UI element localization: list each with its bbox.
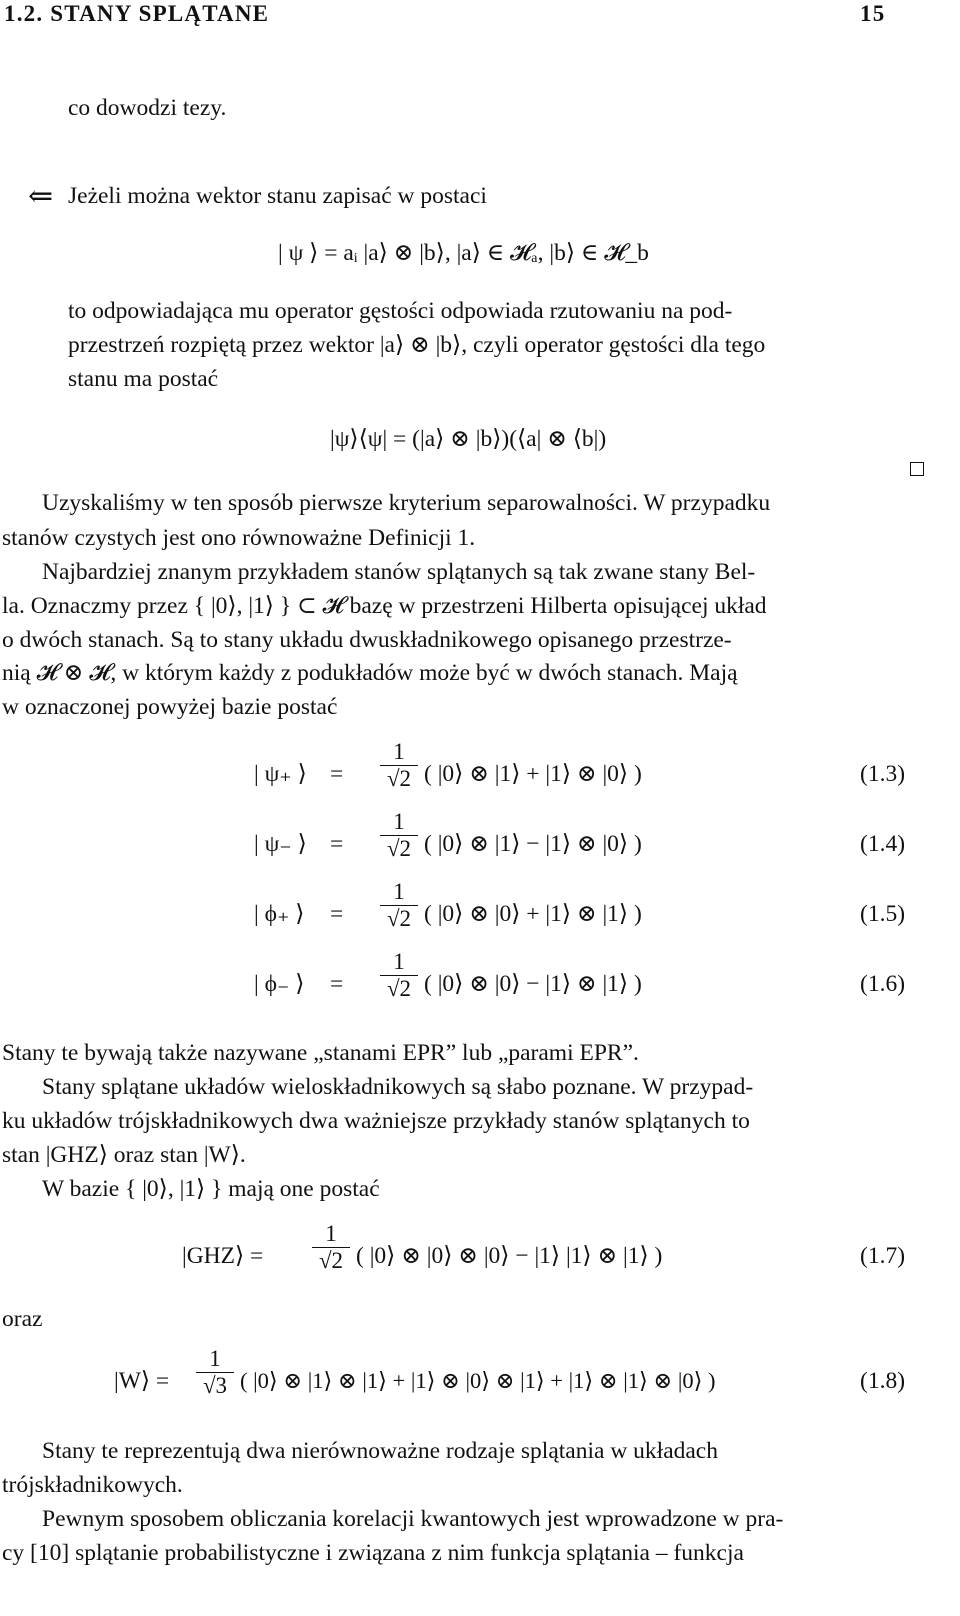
line-16: stan |GHZ⟩ oraz stan |W⟩. — [2, 1142, 246, 1168]
bell-fraction — [380, 880, 418, 930]
equation-number: (1.5) — [860, 901, 906, 927]
ghz-lhs: |GHZ⟩ = — [182, 1243, 264, 1269]
bell-fraction — [380, 740, 418, 790]
line-20: Pewnym sposobem obliczania korelacji kwantowych jest wprowadzone w pra- — [42, 1506, 784, 1532]
w-fraction — [196, 1347, 234, 1397]
fraction-numerator: 1 — [393, 809, 405, 834]
line-12: w oznaczonej powyżej bazie postać — [2, 694, 338, 720]
bell-equals: = — [330, 831, 344, 857]
line-co-dowodzi: co dowodzi tezy. — [68, 95, 227, 121]
bell-equals: = — [330, 761, 344, 787]
bell-lhs: | ϕ₊ ⟩ — [254, 901, 305, 927]
equation-product-state: | ψ ⟩ = aᵢ |a⟩ ⊗ |b⟩, |a⟩ ∈ 𝓗ₐ, |b⟩ ∈ 𝓗_b — [278, 240, 649, 266]
fraction-denominator: √3 — [202, 1373, 228, 1398]
line-21: cy [10] splątanie probabilistyczne i związana z nim funkcja splątania – funkcja — [2, 1540, 744, 1566]
running-header-page-number: 15 — [860, 1, 886, 26]
bell-equals: = — [330, 971, 344, 997]
bell-rhs: ( |0⟩ ⊗ |1⟩ + |1⟩ ⊗ |0⟩ ) — [424, 761, 642, 787]
equation-number: (1.7) — [860, 1243, 906, 1269]
fraction-numerator: 1 — [393, 739, 405, 764]
w-lhs: |W⟩ = — [114, 1368, 170, 1394]
equation-density-operator: |ψ⟩⟨ψ| = (|a⟩ ⊗ |b⟩)(⟨a| ⊗ ⟨b|) — [330, 426, 607, 452]
line-17: W bazie { |0⟩, |1⟩ } mają one postać — [42, 1176, 380, 1202]
line-8: Najbardziej znanym przykładem stanów splątanych są tak zwane stany Bel- — [42, 559, 756, 585]
bell-rhs: ( |0⟩ ⊗ |0⟩ + |1⟩ ⊗ |1⟩ ) — [424, 901, 642, 927]
line-3: to odpowiadająca mu operator gęstości odpowiada rzutowaniu na pod- — [68, 298, 733, 324]
fraction-numerator: 1 — [393, 949, 405, 974]
left-arrow-symbol: ⇐ — [28, 180, 54, 213]
fraction-denominator: √2 — [386, 976, 412, 1001]
line-9: la. Oznaczmy przez { |0⟩, |1⟩ } ⊂ 𝓗 bazę w przestrzeni Hilberta opisującej układ — [2, 593, 767, 619]
line-15: ku układów trójskładnikowych dwa ważniejsze przykłady stanów splątanych to — [2, 1108, 750, 1134]
fraction-denominator: √2 — [386, 836, 412, 861]
running-header-section: 1.2. STANY SPLĄTANE — [4, 1, 270, 26]
line-jezeli: Jeżeli można wektor stanu zapisać w postaci — [68, 183, 487, 209]
bell-rhs: ( |0⟩ ⊗ |1⟩ − |1⟩ ⊗ |0⟩ ) — [424, 831, 642, 857]
bell-lhs: | ψ₋ ⟩ — [254, 831, 307, 857]
qed-square-icon — [910, 462, 924, 476]
bell-equals: = — [330, 901, 344, 927]
header-rule — [0, 34, 960, 35]
line-14: Stany splątane układów wieloskładnikowych są słabo poznane. W przypad- — [42, 1074, 754, 1100]
line-11: nią 𝓗 ⊗ 𝓗, w którym każdy z podukładów może być w dwóch stanach. Mają — [2, 660, 738, 686]
equation-number: (1.6) — [860, 971, 906, 997]
fraction-denominator: √2 — [386, 766, 412, 791]
line-6: Uzyskaliśmy w ten sposób pierwsze kryterium separowalności. W przypadku — [42, 490, 771, 516]
bell-fraction — [380, 950, 418, 1000]
line-10: o dwóch stanach. Są to stany układu dwuskładnikowego opisanego przestrze- — [2, 627, 732, 653]
line-5: stanu ma postać — [68, 366, 219, 392]
bell-lhs: | ψ₊ ⟩ — [254, 761, 307, 787]
bell-lhs: | ϕ₋ ⟩ — [254, 971, 305, 997]
fraction-numerator: 1 — [325, 1221, 337, 1246]
ghz-fraction — [312, 1222, 350, 1272]
fraction-denominator: √2 — [386, 906, 412, 931]
line-13: Stany te bywają także nazywane „stanami EPR” lub „parami EPR”. — [2, 1040, 639, 1066]
line-7: stanów czystych jest ono równoważne Definicji 1. — [2, 525, 476, 551]
bell-fraction — [380, 810, 418, 860]
fraction-numerator: 1 — [393, 879, 405, 904]
equation-number: (1.8) — [860, 1368, 906, 1394]
fraction-denominator: √2 — [318, 1248, 344, 1273]
line-4: przestrzeń rozpiętą przez wektor |a⟩ ⊗ |b⟩, czyli operator gęstości dla tego — [68, 332, 766, 358]
line-18: Stany te reprezentują dwa nierównoważne rodzaje splątania w układach — [42, 1438, 718, 1464]
equation-number: (1.3) — [860, 761, 906, 787]
w-rhs: ( |0⟩ ⊗ |1⟩ ⊗ |1⟩ + |1⟩ ⊗ |0⟩ ⊗ |1⟩ + |1⟩ ⊗ |1⟩ ⊗ |0⟩ ) — [240, 1368, 716, 1393]
equation-number: (1.4) — [860, 831, 906, 857]
ghz-rhs: ( |0⟩ ⊗ |0⟩ ⊗ |0⟩ − |1⟩ |1⟩ ⊗ |1⟩ ) — [356, 1243, 663, 1269]
word-oraz: oraz — [2, 1306, 43, 1332]
line-19: trójskładnikowych. — [2, 1472, 183, 1498]
bell-rhs: ( |0⟩ ⊗ |0⟩ − |1⟩ ⊗ |1⟩ ) — [424, 971, 642, 997]
fraction-numerator: 1 — [209, 1346, 221, 1371]
